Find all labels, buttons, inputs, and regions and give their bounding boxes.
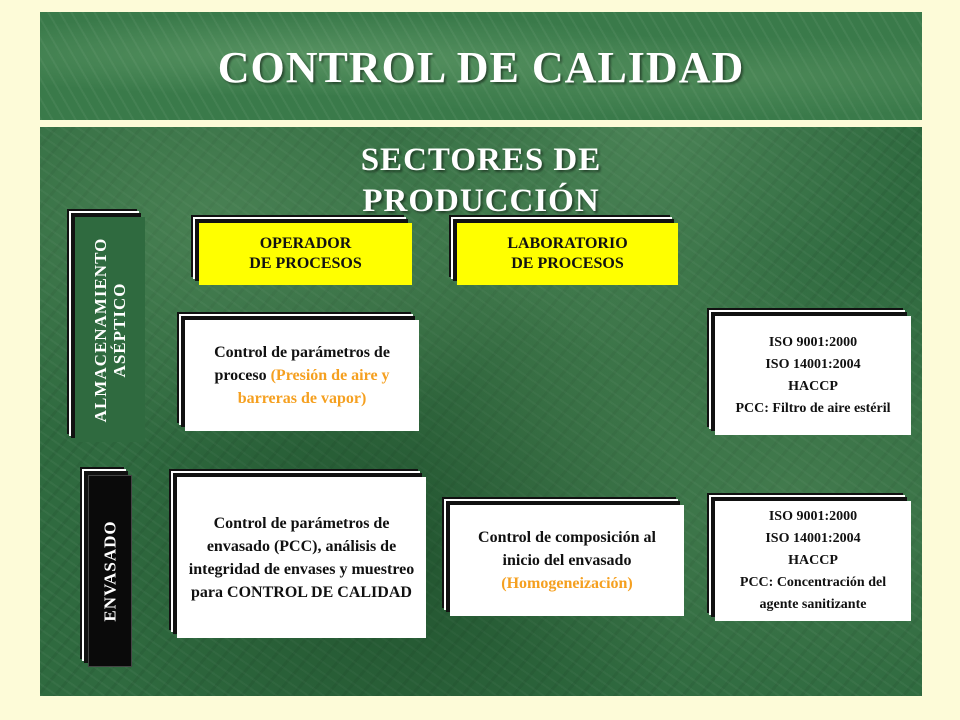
cell-almacenamiento-normas-text [736, 332, 891, 420]
cell-almacenamiento-operador [185, 320, 419, 431]
sector-envasado-label: ENVASADO [100, 520, 120, 622]
column-laboratorio-line-1: LABORATORIO [507, 235, 628, 252]
title-separator [40, 120, 922, 127]
cell-almacenamiento-normas [715, 316, 911, 435]
cell-almacenamiento-operador-text [193, 341, 411, 410]
column-laboratorio-de-procesos [457, 223, 678, 285]
cell-envasado-normas [715, 501, 911, 621]
cell-envasado-laboratorio-text [458, 526, 676, 595]
cell-highlight: (Homogeneización) [501, 575, 633, 592]
norm-pcc: PCC: Concentración del agente sanitizante [739, 575, 887, 612]
norm-pcc: PCC: Filtro de aire estéril [735, 400, 891, 416]
cell-text: Control de parámetros de proceso [214, 344, 390, 384]
cell-envasado-normas-text [723, 506, 903, 616]
column-operador-line-1: OPERADOR [259, 235, 352, 252]
slide-subtitle [281, 140, 681, 222]
norm-haccp: HACCP [788, 553, 838, 568]
column-operador-label [249, 234, 361, 274]
subtitle-line-2: PRODUCCIÓN [362, 183, 600, 219]
norm-iso14001: ISO 14001:2004 [765, 531, 861, 546]
slide-title: CONTROL DE CALIDAD [217, 43, 745, 92]
norm-iso9001: ISO 9001:2000 [768, 334, 858, 350]
sector-almacenamiento-line-2: ASÉPTICO [110, 282, 129, 377]
sector-almacenamiento-label [91, 237, 129, 422]
sector-almacenamiento-aseptico [75, 217, 145, 442]
sector-almacenamiento-line-1: ALMACENAMIENTO [91, 237, 110, 422]
sector-envasado [88, 475, 132, 667]
norm-iso9001: ISO 9001:2000 [768, 509, 858, 524]
cell-text: Control de composición al inicio del envasado [478, 529, 656, 569]
column-operador-de-procesos [199, 223, 412, 285]
norm-iso14001: ISO 14001:2004 [765, 356, 861, 372]
column-operador-line-2: DE PROCESOS [249, 255, 362, 272]
cell-envasado-laboratorio [450, 505, 684, 616]
column-laboratorio-label [507, 234, 627, 274]
cell-envasado-operador [177, 477, 426, 638]
norm-haccp: HACCP [788, 378, 838, 394]
subtitle-line-1: SECTORES DE [360, 142, 602, 178]
cell-highlight: (Presión de aire y barreras de vapor) [237, 367, 390, 407]
title-band [40, 12, 922, 120]
column-laboratorio-line-2: DE PROCESOS [511, 255, 624, 272]
cell-envasado-operador-text: Control de parámetros de envasado (PCC), análisis de integridad de envases y muestreo para CONTROL DE CALIDAD [188, 514, 415, 601]
